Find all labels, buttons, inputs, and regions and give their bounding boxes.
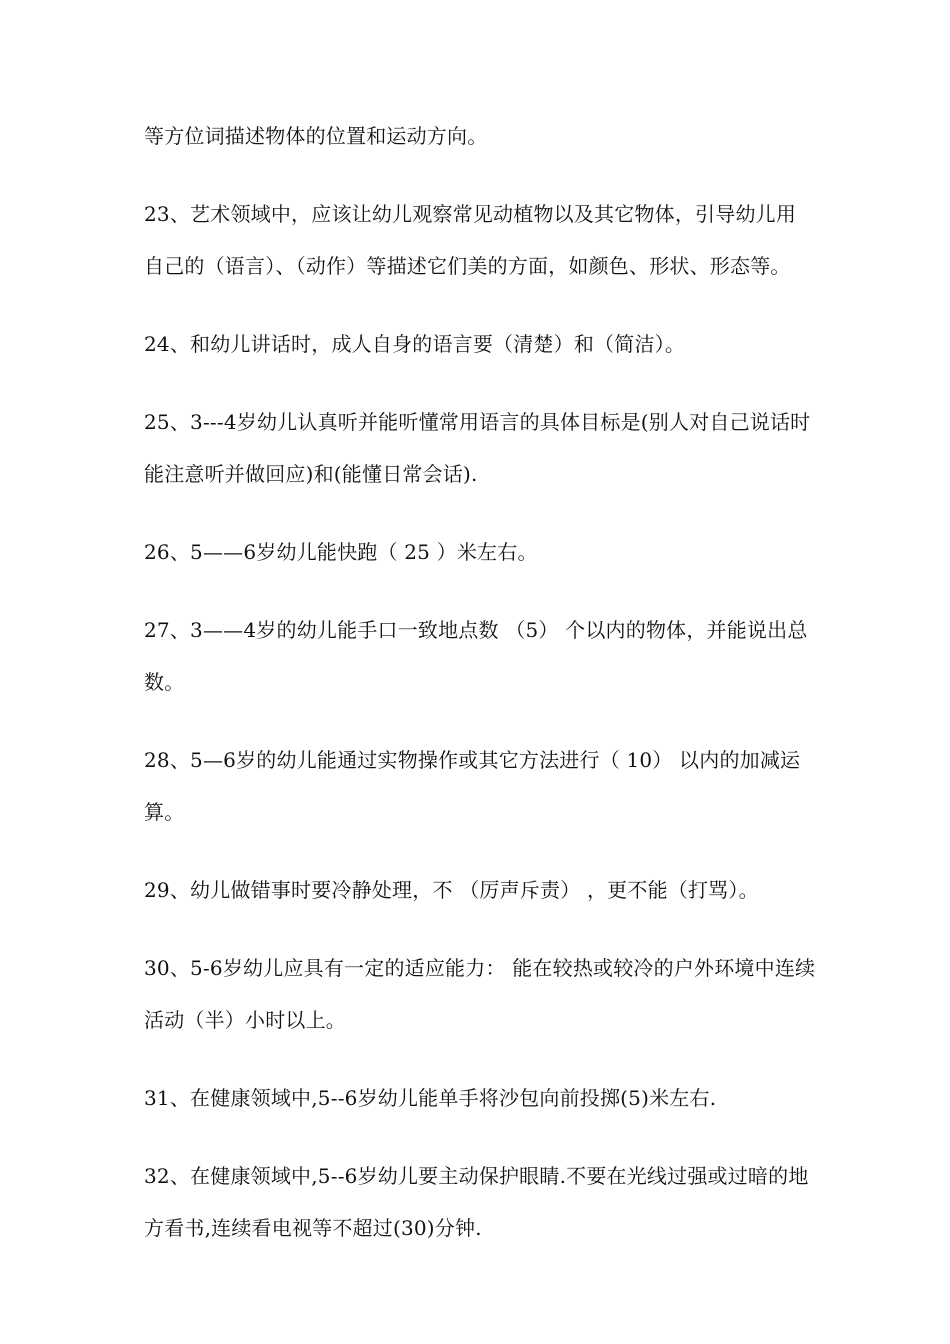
paragraph-27: 27、3——4岁的幼儿能手口一致地点数 （5） 个以内的物体，并能说出总数。 [144,618,808,694]
paragraph-31: 31、在健康领域中,5--6岁幼儿能单手将沙包向前投掷(5)米左右. [144,1086,717,1110]
document-body [144,110,816,1280]
paragraph-32: 32、在健康领域中,5--6岁幼儿要主动保护眼睛.不要在光线过强或过暗的地方看书,连续看电视等不超过(30)分钟. [144,1164,809,1240]
paragraph-26: 26、5——6岁幼儿能快跑（ 25 ）米左右。 [144,540,538,564]
paragraph-25: 25、3---4岁幼儿认真听并能听懂常用语言的具体目标是(别人对自己说话时能注意听并做回应)和(能懂日常会话). [144,410,811,486]
paragraph-23: 23、艺术领域中，应该让幼儿观察常见动植物以及其它物体，引导幼儿用自己的（语言）、（动作）等描述它们美的方面，如颜色、形状、形态等。 [144,202,797,278]
paragraph-30: 30、5-6岁幼儿应具有一定的适应能力： 能在较热或较冷的户外环境中连续活动（半）小时以上。 [144,956,816,1032]
paragraph-0: 等方位词描述物体的位置和运动方向。 [144,124,488,148]
paragraph-29: 29、幼儿做错事时要冷静处理，不 （厉声斥责） ，更不能（打骂）。 [144,878,759,902]
paragraph-24: 24、和幼儿讲话时，成人自身的语言要（清楚）和（简洁）。 [144,332,686,356]
paragraph-28: 28、5—6岁的幼儿能通过实物操作或其它方法进行（ 10） 以内的加减运算。 [144,748,801,824]
